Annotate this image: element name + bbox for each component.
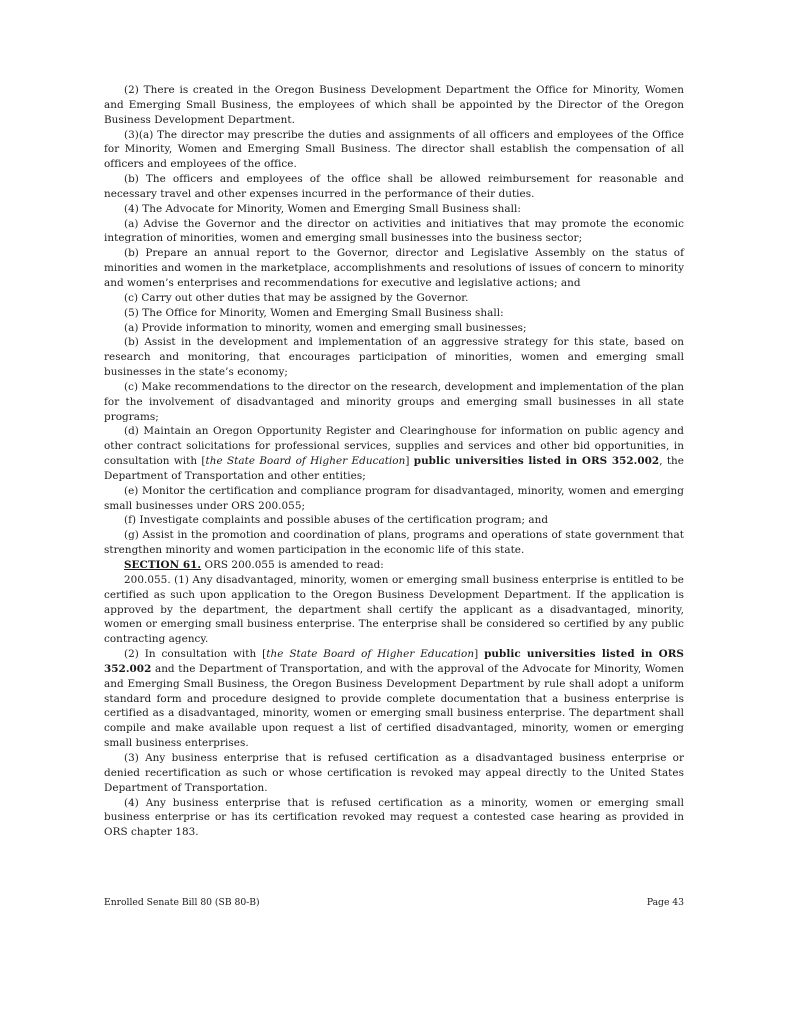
paragraph bbox=[104, 83, 684, 128]
text-segment: (4) The Advocate for Minority, Women and Emerging Small Business shall: bbox=[124, 202, 521, 215]
paragraph bbox=[104, 380, 684, 425]
paragraph bbox=[104, 217, 684, 247]
text-segment: (2) In consultation with [ bbox=[124, 648, 267, 661]
paragraph bbox=[104, 335, 684, 380]
paragraph bbox=[104, 172, 684, 202]
paragraph bbox=[104, 513, 684, 528]
paragraph bbox=[104, 796, 684, 841]
text-segment: (d) Maintain an Oregon Opportunity Register and Clearinghouse for information on public agency and other contract solicitations for professional services, supplies and services and other bid opportunities, in consultation with [ bbox=[104, 425, 684, 468]
text-segment: (c) Make recommendations to the director on the research, development and implementation of the plan for the involvement of disadvantaged and minority groups and emerging small businesses in all state programs; bbox=[104, 380, 684, 423]
text-segment: and the Department of Transportation, and with the approval of the Advocate for Minority, Women and Emerging Small Business, the Oregon Business Development Department by rule shall adopt a uniform standard form and procedure designed to provide complete documentation that a business enterprise is certified as a disadvantaged, minority, women or emerging small business enterprise. The department shall compile and make available upon request a list of certified disadvantaged, minority, women or emerging small business enterprises. bbox=[104, 662, 684, 750]
text-segment: public universities listed in ORS 352.002 bbox=[104, 648, 684, 675]
text-segment: (c) Carry out other duties that may be assigned by the Governor. bbox=[124, 291, 469, 304]
page-footer bbox=[104, 897, 684, 908]
text-segment: 200.055. (1) Any disadvantaged, minority, women or emerging small business enterprise is entitled to be certified as such upon application to the Oregon Business Development Department. If the application is approved by the department, the department shall certify the applicant as a disadvantaged, minority, women or emerging small business enterprise. The enterprise shall be considered so certified by any public contracting agency. bbox=[104, 573, 684, 646]
paragraph bbox=[104, 291, 684, 306]
paragraph bbox=[104, 246, 684, 291]
document-body bbox=[104, 83, 684, 840]
paragraph bbox=[104, 751, 684, 796]
page-number: Page 43 bbox=[646, 897, 684, 908]
paragraph bbox=[104, 647, 684, 751]
paragraph bbox=[104, 558, 684, 573]
section-heading: SECTION 61. bbox=[124, 559, 202, 571]
text-segment: (5) The Office for Minority, Women and Emerging Small Business shall: bbox=[124, 306, 504, 319]
paragraph bbox=[104, 573, 684, 647]
text-segment: (f) Investigate complaints and possible abuses of the certification program; and bbox=[124, 514, 549, 527]
text-segment: ORS 200.055 is amended to read: bbox=[201, 559, 384, 571]
text-segment: (2) There is created in the Oregon Business Development Department the Office for Minority, Women and Emerging Small Business, the employees of which shall be appointed by the Director of the Oregon Business Development Department. bbox=[104, 84, 684, 126]
text-segment: (a) Advise the Governor and the director on activities and initiatives that may promote the economic integration of minorities, women and emerging small businesses into the business sector; bbox=[104, 217, 684, 245]
paragraph bbox=[104, 306, 684, 321]
text-segment: (4) Any business enterprise that is refused certification as a minority, women or emerging small business enterprise or has its certification revoked may request a contested case hearing as provided in ORS chapter 183. bbox=[104, 796, 684, 839]
paragraph bbox=[104, 202, 684, 217]
text-segment: (e) Monitor the certification and compliance program for disadvantaged, minority, women and emerging small businesses under ORS 200.055; bbox=[104, 484, 684, 512]
text-segment: (b) The officers and employees of the office shall be allowed reimbursement for reasonable and necessary travel and other expenses incurred in the performance of their duties. bbox=[104, 173, 684, 200]
bill-identifier: Enrolled Senate Bill 80 (SB 80-B) bbox=[104, 897, 260, 908]
text-segment: ] bbox=[405, 455, 414, 468]
paragraph bbox=[104, 484, 684, 514]
paragraph bbox=[104, 424, 684, 483]
text-segment: (a) Provide information to minority, women and emerging small businesses; bbox=[124, 321, 527, 334]
text-segment: (3) Any business enterprise that is refused certification as a disadvantaged business enterprise or denied recertification as such or whose certification is revoked may appeal directly to the United States Department of Transportation. bbox=[104, 751, 684, 794]
paragraph bbox=[104, 321, 684, 336]
text-segment: public universities listed in ORS 352.002 bbox=[413, 455, 660, 468]
text-segment: (3)(a) The director may prescribe the duties and assignments of all officers and employees of the Office for Minority, Women and Emerging Small Business. The director shall establish the compensation of all officers and employees of the office. bbox=[104, 128, 684, 171]
text-segment: , the Department of Transportation and other entities; bbox=[104, 455, 684, 482]
text-segment: (b) Assist in the development and implementation of an aggressive strategy for this state, based on research and monitoring, that encourages participation of minorities, women and emerging small businesses in the state’s economy; bbox=[104, 336, 684, 379]
text-segment: (b) Prepare an annual report to the Governor, director and Legislative Assembly on the status of minorities and women in the marketplace, accomplishments and resolutions of issues of concern to minority and women’s enterprises and recommendations for executive and legislative actions; and bbox=[104, 247, 684, 289]
text-segment: ] bbox=[474, 648, 485, 661]
paragraph bbox=[104, 128, 684, 173]
text-segment: the State Board of Higher Education bbox=[266, 648, 475, 661]
text-segment: (g) Assist in the promotion and coordination of plans, programs and operations of state government that strengthen minority and women participation in the economic life of this state. bbox=[104, 529, 684, 557]
text-segment: the State Board of Higher Education bbox=[205, 455, 406, 468]
paragraph bbox=[104, 528, 684, 558]
